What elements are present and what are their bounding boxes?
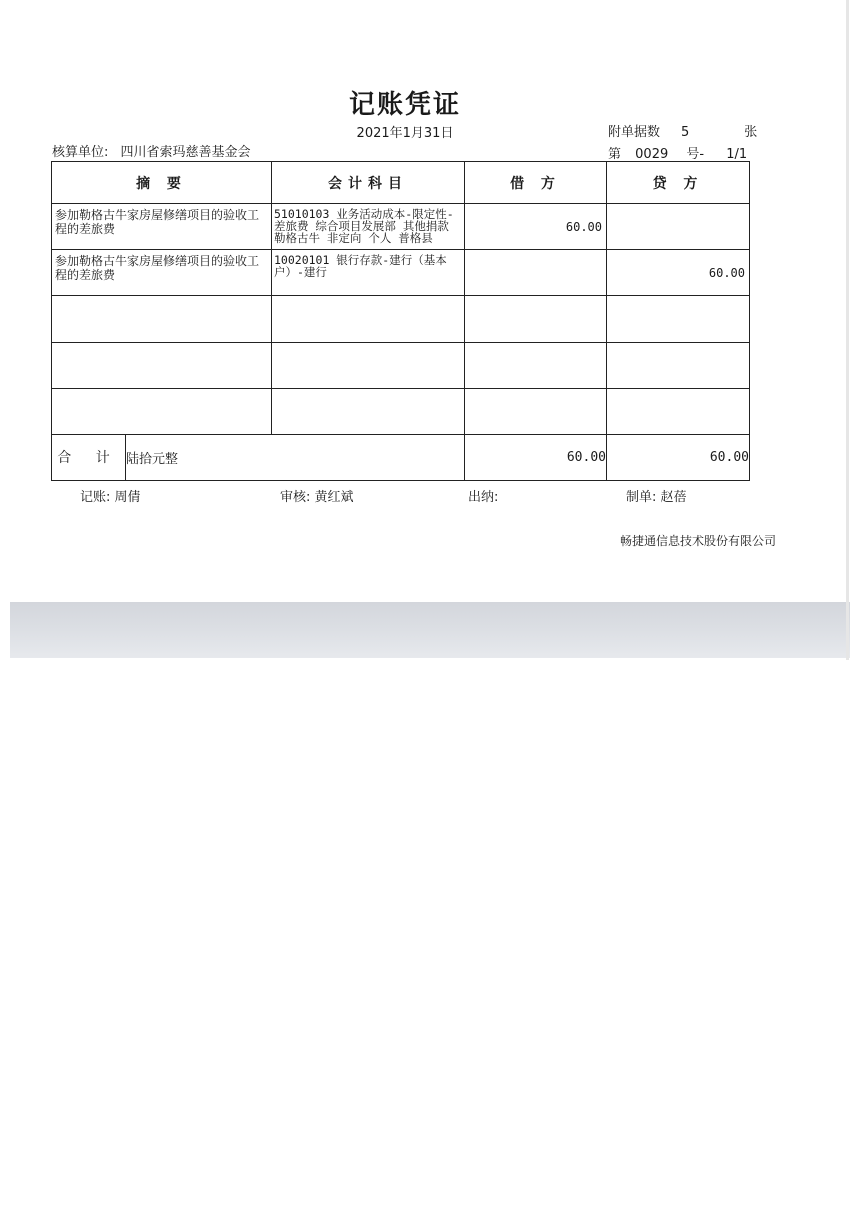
row-debit <box>465 296 606 312</box>
table-row <box>52 250 750 296</box>
preparer-signature: 制单: 赵蓓 <box>626 490 687 505</box>
row-account <box>272 296 464 300</box>
reviewer-signature: 审核: 黄红斌 <box>280 490 354 505</box>
voucher-title: 记账凭证 <box>348 90 461 120</box>
bookkeeper-signature: 记账: 周倩 <box>80 490 141 505</box>
header-account: 会计科目 <box>272 162 465 204</box>
total-label: 合 计 <box>52 434 126 480</box>
software-company: 畅捷通信息技术股份有限公司 <box>620 534 777 548</box>
row-debit <box>465 250 606 266</box>
total-amount-words: 陆拾元整 <box>126 434 465 480</box>
attachments-label: 附单据数 <box>608 125 661 140</box>
number-suffix: 号- <box>686 147 705 162</box>
header-summary: 摘 要 <box>52 162 272 204</box>
table-row <box>52 204 750 250</box>
table-row <box>52 342 750 388</box>
row-summary <box>52 296 271 300</box>
table-header-row <box>52 162 750 204</box>
row-credit: 60.00 <box>708 266 745 281</box>
row-account: 51010103 业务活动成本-限定性-差旅费 综合项目发展部 其他捐款 勒格古牛 非定向 个人 普格县 <box>274 207 454 246</box>
total-row <box>52 434 750 480</box>
number-value: 0029 <box>635 147 669 162</box>
row-credit <box>607 296 749 312</box>
row-account <box>272 389 464 393</box>
header-debit: 借 方 <box>465 162 607 204</box>
voucher-date: 2021年1月31日 <box>356 126 454 141</box>
scan-edge <box>846 0 849 660</box>
number-prefix: 第 <box>608 147 622 162</box>
accounting-unit <box>52 141 251 160</box>
total-credit: 60.00 <box>607 434 750 480</box>
unit-label: 核算单位: <box>52 145 109 160</box>
attachments-count: 5 <box>681 125 690 140</box>
row-debit <box>465 389 606 405</box>
table-row <box>52 296 750 342</box>
voucher-number <box>608 143 747 162</box>
page-indicator: 1/1 <box>726 147 748 162</box>
row-credit <box>607 343 749 359</box>
scan-shadow <box>10 602 850 658</box>
header-credit: 贷 方 <box>607 162 750 204</box>
total-debit: 60.00 <box>465 434 607 480</box>
row-debit <box>465 343 606 359</box>
row-summary: 参加勒格古牛家房屋修缮项目的验收工程的差旅费 <box>55 254 260 283</box>
attachments-info <box>608 121 757 140</box>
unit-name: 四川省索玛慈善基金会 <box>120 145 251 160</box>
row-credit <box>607 204 749 220</box>
attachments-unit: 张 <box>744 125 758 140</box>
row-credit <box>607 389 749 405</box>
row-debit: 60.00 <box>565 220 602 235</box>
row-account: 10020101 银行存款-建行（基本户）-建行 <box>274 253 447 280</box>
row-account <box>272 343 464 347</box>
row-summary <box>52 389 271 393</box>
voucher-table <box>51 161 750 481</box>
row-summary <box>52 343 271 347</box>
cashier-signature: 出纳: <box>468 490 499 505</box>
table-row <box>52 388 750 434</box>
row-summary: 参加勒格古牛家房屋修缮项目的验收工程的差旅费 <box>55 208 260 237</box>
